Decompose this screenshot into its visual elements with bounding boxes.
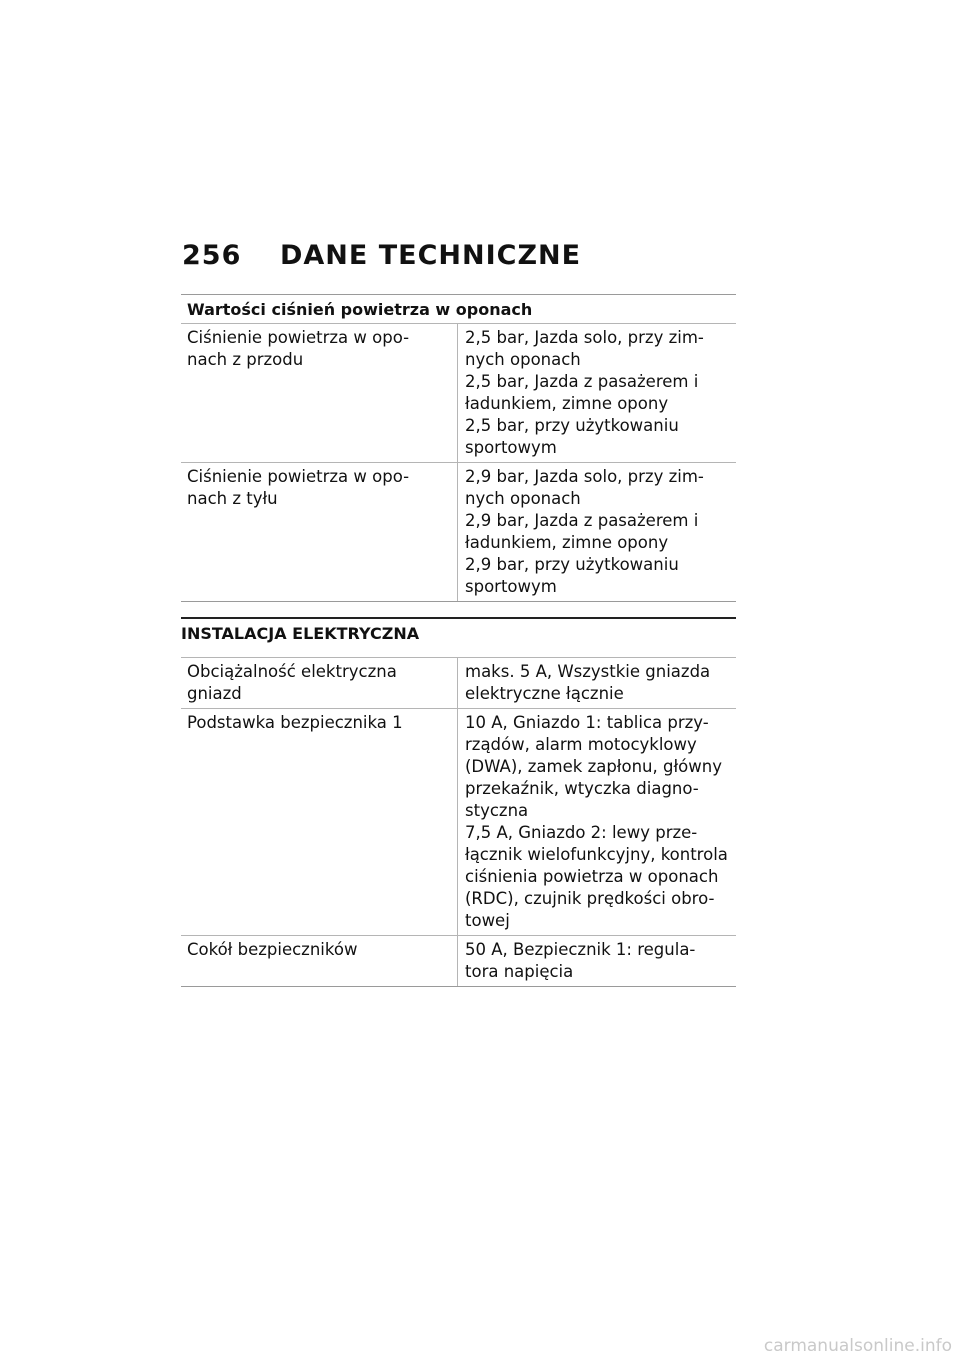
electrical-table [181,657,736,987]
tire-pressure-row [181,324,736,463]
tire-pressure-value-entry: 2,9 bar, Jazda z pasażerem i ładunkiem, zimne opony [465,511,699,552]
content [181,294,736,987]
electrical-value-entry: maks. 5 A, Wszystkie gniazda elektryczne łącznie [465,662,711,703]
electrical-value-entry: 10 A, Gniazdo 1: tablica przy- rządów, alarm motocyklowy (DWA), zamek zapłonu, główny przekaźnik, wtyczka diagno- styczna [465,713,722,820]
tire-pressure-label: Ciśnienie powietrza w opo- nach z przodu [181,324,458,463]
electrical-label: Cokół bezpieczników [181,936,458,987]
electrical-value [458,658,737,709]
tire-pressure-title: Wartości ciśnień powietrza w oponach [187,300,533,319]
tire-pressure-value-entry: 2,5 bar, Jazda z pasażerem i ładunkiem, zimne opony [465,372,699,413]
tire-pressure-value-entry: 2,5 bar, przy użytkowaniu sportowym [465,416,679,457]
electrical-title: INSTALACJA ELEKTRYCZNA [181,624,420,643]
tire-pressure-value-entry: 2,9 bar, Jazda solo, przy zim- nych oponach [465,467,704,508]
electrical-row [181,709,736,936]
electrical-label: Obciążalność elektryczna gniazd [181,658,458,709]
electrical-row [181,936,736,987]
page-number: 256 [182,240,242,271]
tire-pressure-value [458,463,737,602]
tire-pressure-value [458,324,737,463]
electrical-value [458,936,737,987]
tire-pressure-value-entry: 2,5 bar, Jazda solo, przy zim- nych oponach [465,328,704,369]
electrical-value-entry: 7,5 A, Gniazdo 2: lewy prze- łącznik wielofunkcyjny, kontrola ciśnienia powietrza w oponach (RDC), czujnik prędkości obro- towej [465,823,728,930]
electrical-value [458,709,737,936]
tire-pressure-row [181,463,736,602]
page-header [182,240,581,271]
watermark: carmanualsonline.info [763,1336,952,1356]
tire-pressure-value-entry: 2,9 bar, przy użytkowaniu sportowym [465,555,679,596]
electrical-label: Podstawka bezpiecznika 1 [181,709,458,936]
electrical-row [181,658,736,709]
electrical-value-entry: 50 A, Bezpiecznik 1: regula- tora napięcia [465,940,696,981]
tire-pressure-label: Ciśnienie powietrza w opo- nach z tyłu [181,463,458,602]
chapter-title: DANE TECHNICZNE [280,240,582,271]
tire-pressure-table [181,323,736,602]
